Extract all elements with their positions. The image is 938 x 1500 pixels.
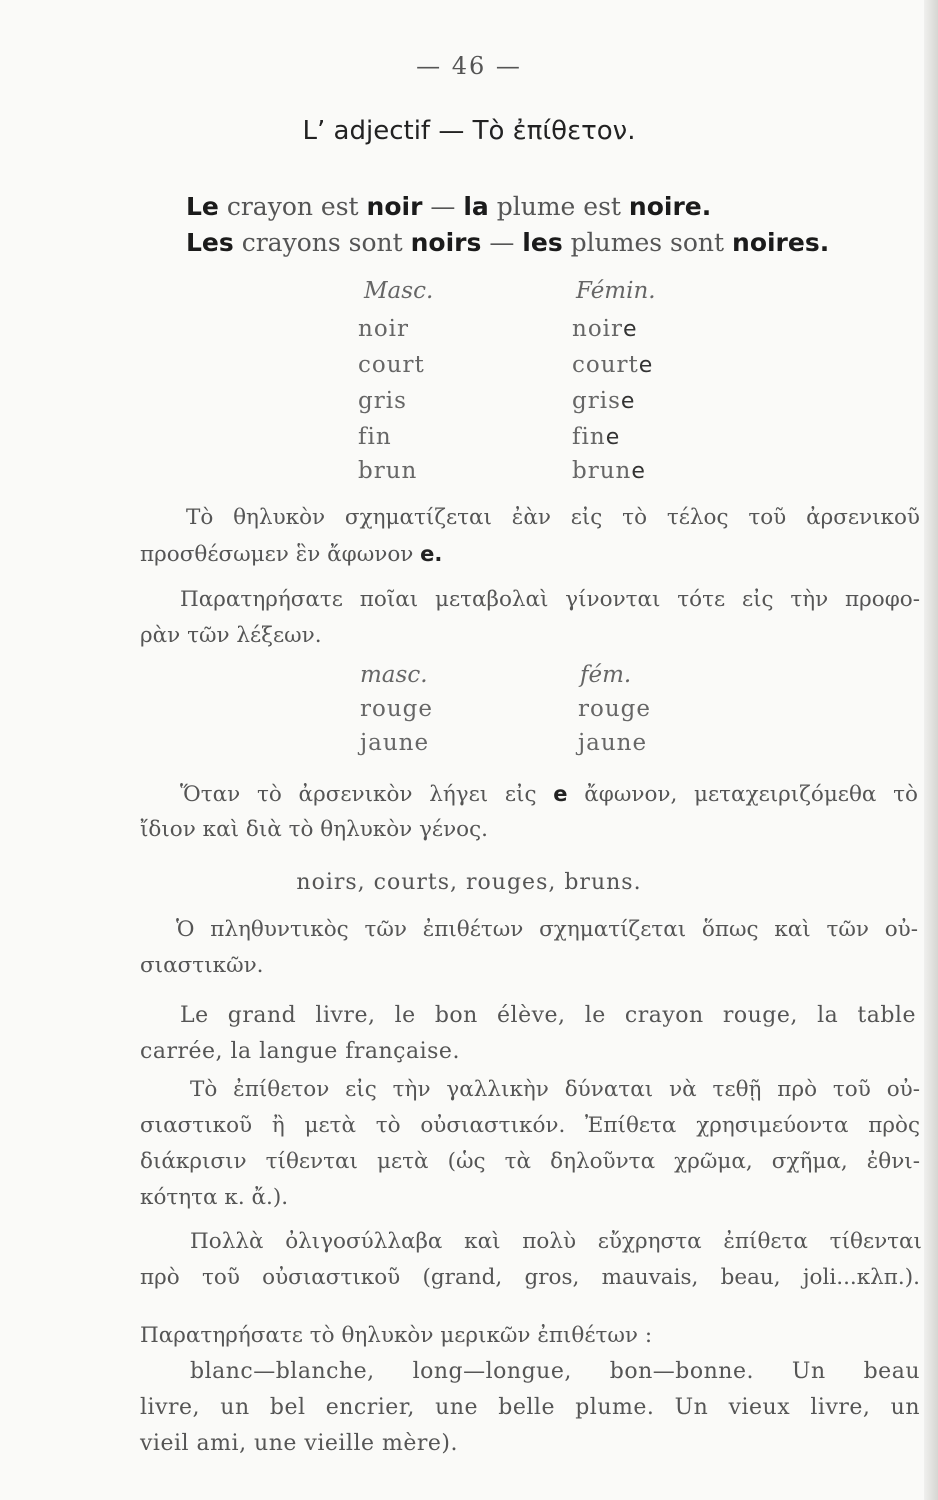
observe-paragraph-cont: ρὰν τῶν λέξεων. [140, 623, 322, 648]
table1-fem-cell: brune [572, 458, 645, 484]
short-adjectives-paragraph-cont: πρὸ τοῦ οὐσιαστικοῦ (grand, gros, mauvais, beau, joli...κλπ.). [140, 1265, 920, 1290]
page-number: — 46 — [416, 52, 522, 80]
french-examples: Le grand livre, le bon élève, le crayon rouge, la table [180, 1003, 916, 1028]
table1-masc-cell: noir [358, 316, 410, 342]
table1-masc-cell: court [358, 352, 425, 378]
table2-masc-header: masc. [360, 662, 428, 688]
plural-rule-paragraph: Ὁ πληθυντικὸς τῶν ἐπιθέτων σχηματίζεται ὅπως καὶ τῶν οὐ- [176, 917, 918, 942]
table1-fem-cell: fine [572, 424, 620, 450]
example-sentence-singular: Le crayon est noir — la plume est noire. [186, 192, 712, 221]
mute-e-paragraph-cont: ἴδιον καὶ διὰ τὸ θηλυκὸν γένος. [140, 817, 488, 842]
table1-fem-cell: noire [572, 316, 637, 342]
french-examples-cont: carrée, la langue française. [140, 1039, 460, 1064]
page-edge-shadow [924, 0, 938, 1500]
position-paragraph-line1: Τὸ ἐπίθετον εἰς τὴν γαλλικὴν δύναται νὰ τεθῇ πρὸ τοῦ οὐ- [190, 1077, 920, 1102]
mute-e-paragraph: Ὅταν τὸ ἀρσενικὸν λήγει εἰς e ἄφωνον, μεταχειριζόμεθα τὸ [180, 782, 918, 807]
table1-fem-header: Fémin. [576, 278, 656, 304]
table1-masc-cell: brun [358, 458, 418, 484]
table2-masc-cell: rouge [360, 696, 433, 722]
table1-masc-cell: gris [358, 388, 407, 414]
table2-fem-cell: rouge [578, 696, 651, 722]
short-adjectives-paragraph: Πολλὰ ὀλιγοσύλλαβα καὶ πολὺ εὔχρηστα ἐπίθετα τίθενται [190, 1229, 922, 1254]
table1-masc-cell: fin [358, 424, 392, 450]
position-paragraph-line4: κότητα κ. ἄ.). [140, 1185, 289, 1210]
table1-fem-cell: courte [572, 352, 653, 378]
position-paragraph-line3: διάκρισιν τίθενται μετὰ (ὡς τὰ δηλοῦντα χρῶμα, σχῆμα, ἐθνι- [140, 1149, 920, 1174]
example-sentence-plural: Les crayons sont noirs — les plumes sont noires. [186, 228, 830, 257]
irregular-feminine-line1: blanc—blanche, long—longue, bon—bonne. Un beau [190, 1359, 920, 1384]
plural-rule-paragraph-cont: σιαστικῶν. [140, 953, 264, 978]
irregular-feminine-line3: vieil ami, une vieille mère). [140, 1431, 458, 1456]
table1-masc-header: Masc. [364, 278, 434, 304]
position-paragraph-line2: σιαστικοῦ ἢ μετὰ τὸ οὐσιαστικόν. Ἐπίθετα χρησιμεύοντα πρὸς [140, 1113, 920, 1138]
observe-paragraph: Παρατηρήσατε ποῖαι μεταβολαὶ γίνονται τότε εἰς τὴν προφο- [180, 587, 920, 612]
rule-paragraph-feminine-cont: προσθέσωμεν ἓν ἄφωνον e. [140, 542, 443, 567]
table1-fem-cell: grise [572, 388, 635, 414]
irregular-feminine-heading: Παρατηρήσατε τὸ θηλυκὸν μερικῶν ἐπιθέτων : [140, 1323, 653, 1348]
table2-masc-cell: jaune [360, 730, 430, 756]
table2-fem-header: fém. [580, 662, 632, 688]
table2-fem-cell: jaune [578, 730, 648, 756]
irregular-feminine-line2: livre, un bel encrier, une belle plume. Un vieux livre, un [140, 1395, 920, 1420]
rule-paragraph-feminine: Τὸ θηλυκὸν σχηματίζεται ἐὰν εἰς τὸ τέλος τοῦ ἀρσενικοῦ [186, 505, 920, 530]
page-title: L’ adjectif — Τὸ ἐπίθετον. [302, 116, 636, 146]
plural-example: noirs, courts, rouges, bruns. [296, 870, 642, 895]
